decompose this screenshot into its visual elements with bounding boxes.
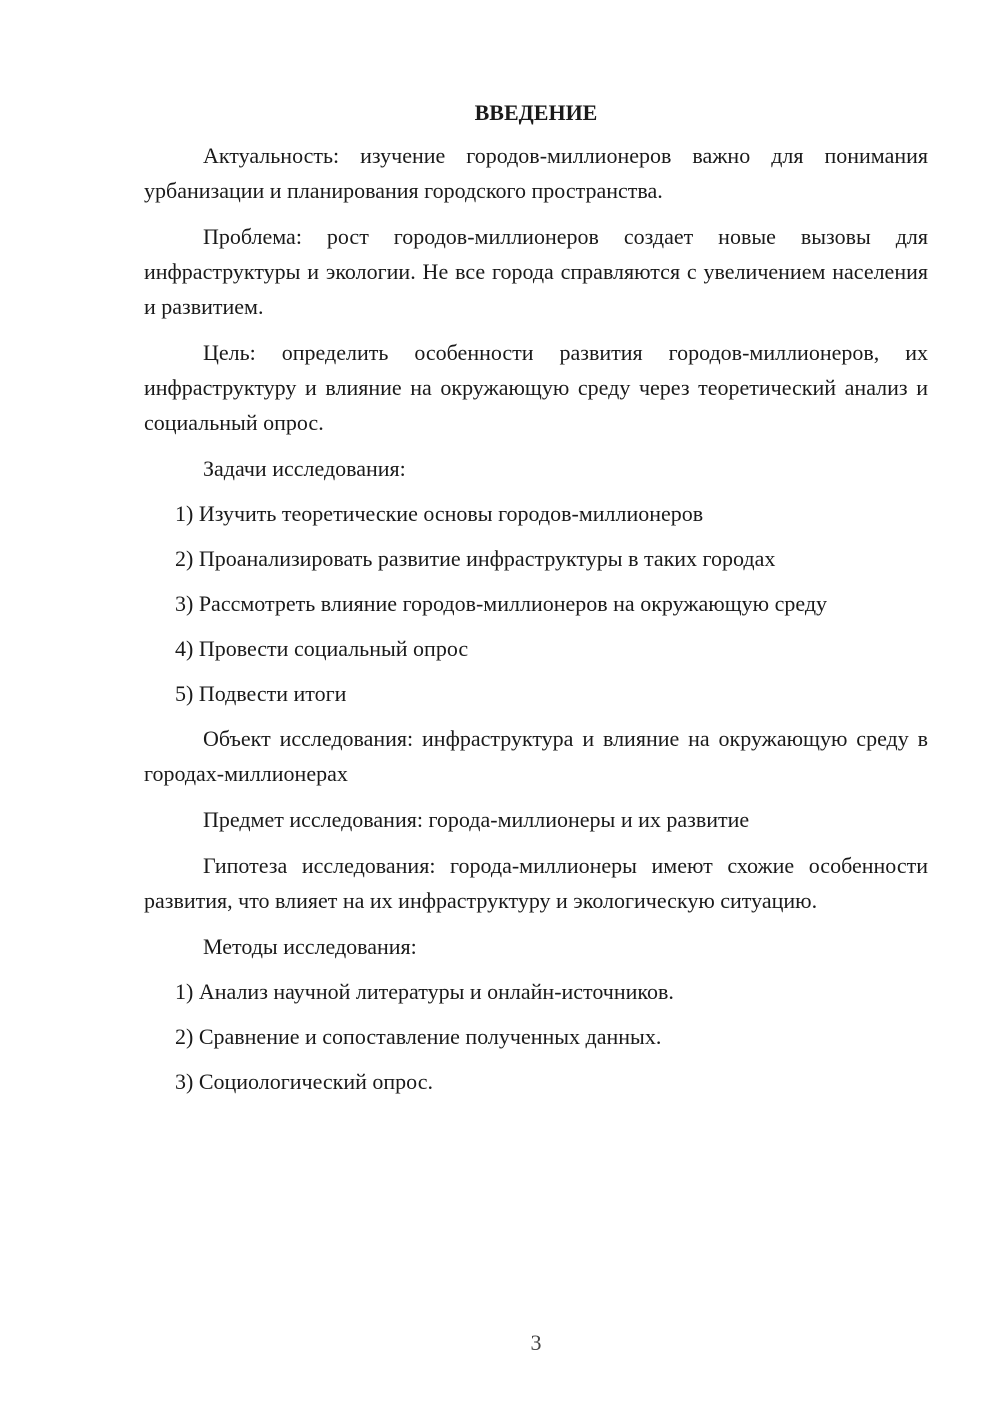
- tasks-heading: Задачи исследования:: [203, 456, 406, 481]
- task-item: 5) Подвести итоги: [175, 681, 347, 706]
- task-item: 4) Провести социальный опрос: [175, 636, 469, 661]
- method-item: 2) Сравнение и сопоставление полученных данных.: [175, 1024, 662, 1049]
- subject-paragraph: Предмет исследования: города-миллионеры и их развитие: [203, 807, 750, 832]
- object-paragraph: Объект исследования: инфраструктура и влияние на окружающую среду в городах-миллионерах: [144, 726, 928, 786]
- relevance-paragraph: Актуальность: изучение городов-миллионеров важно для понимания урбанизации и планирования городского пространства.: [144, 143, 928, 203]
- method-item: 1) Анализ научной литературы и онлайн-источников.: [175, 979, 674, 1004]
- method-item: 3) Социологический опрос.: [175, 1069, 433, 1094]
- methods-heading: Методы исследования:: [203, 934, 417, 959]
- tasks-list: [144, 496, 928, 711]
- methods-list: [144, 974, 928, 1099]
- page-title: ВВЕДЕНИЕ: [474, 100, 598, 125]
- hypothesis-paragraph: Гипотеза исследования: города-миллионеры имеют схожие особенности развития, что влияет на их инфраструктуру и экологическую ситуацию.: [144, 853, 928, 913]
- page-number: 3: [530, 1330, 542, 1355]
- goal-paragraph: Цель: определить особенности развития городов-миллионеров, их инфраструктуру и влияние на окружающую среду через теоретический анализ и социальный опрос.: [144, 340, 928, 435]
- task-item: 1) Изучить теоретические основы городов-миллионеров: [175, 501, 704, 526]
- problem-paragraph: Проблема: рост городов-миллионеров создает новые вызовы для инфраструктуры и экологии. Не все города справляются с увеличением населения и развитием.: [144, 224, 928, 319]
- document-page: [144, 95, 928, 1109]
- task-item: 3) Рассмотреть влияние городов-миллионеров на окружающую среду: [175, 591, 828, 616]
- task-item: 2) Проанализировать развитие инфраструктуры в таких городах: [175, 546, 776, 571]
